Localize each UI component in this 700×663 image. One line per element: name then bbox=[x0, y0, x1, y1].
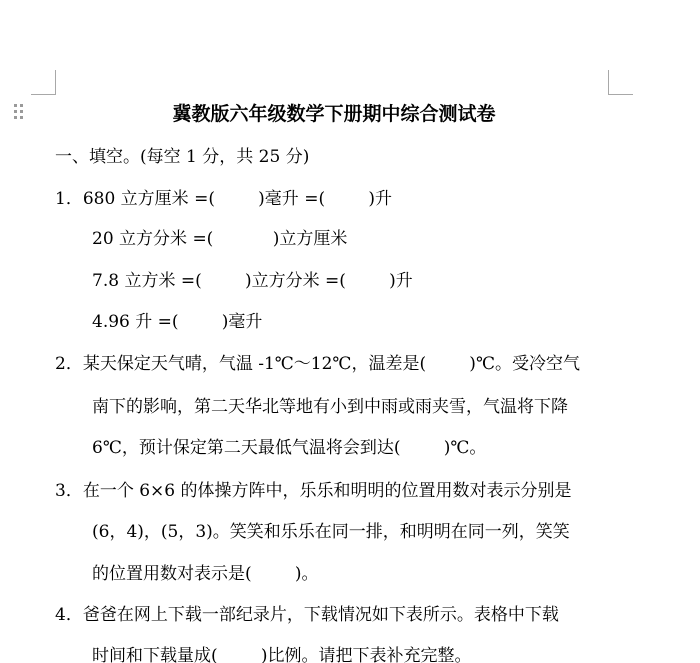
question-1-line-1: 1．680 立方厘米 =( )毫升 =( )升 bbox=[55, 189, 392, 209]
question-2-line-1: 2．某天保定天气晴，气温 -1℃～12℃，温差是( )℃。受冷空气 bbox=[55, 354, 580, 374]
question-3-line-3: 的位置用数对表示是( )。 bbox=[92, 564, 319, 584]
margin-corner-mark-left bbox=[31, 70, 56, 95]
margin-corner-mark-right bbox=[608, 70, 633, 95]
section-heading: 一、填空。(每空 1 分，共 25 分) bbox=[55, 147, 310, 167]
question-4-line-1: 4．爸爸在网上下载一部纪录片，下载情况如下表所示。表格中下载 bbox=[55, 605, 559, 625]
question-2-line-2: 南下的影响，第二天华北等地有小到中雨或雨夹雪，气温将下降 bbox=[92, 397, 568, 417]
question-1-line-4: 4.96 升 =( )毫升 bbox=[92, 312, 263, 332]
question-1-line-3: 7.8 立方米 =( )立方分米 =( )升 bbox=[92, 271, 413, 291]
document-title: 冀教版六年级数学下册期中综合测试卷 bbox=[172, 103, 496, 125]
question-3-line-2: (6，4)，(5，3)。笑笑和乐乐在同一排，和明明在同一列，笑笑 bbox=[92, 522, 570, 542]
question-2-line-3: 6℃，预计保定第二天最低气温将会到达( )℃。 bbox=[92, 438, 487, 458]
question-1-line-2: 20 立方分米 =( )立方厘米 bbox=[92, 229, 348, 249]
question-4-line-2: 时间和下载量成( )比例。请把下表补充完整。 bbox=[92, 646, 472, 663]
question-3-line-1: 3．在一个 6×6 的体操方阵中，乐乐和明明的位置用数对表示分别是 bbox=[55, 481, 572, 501]
